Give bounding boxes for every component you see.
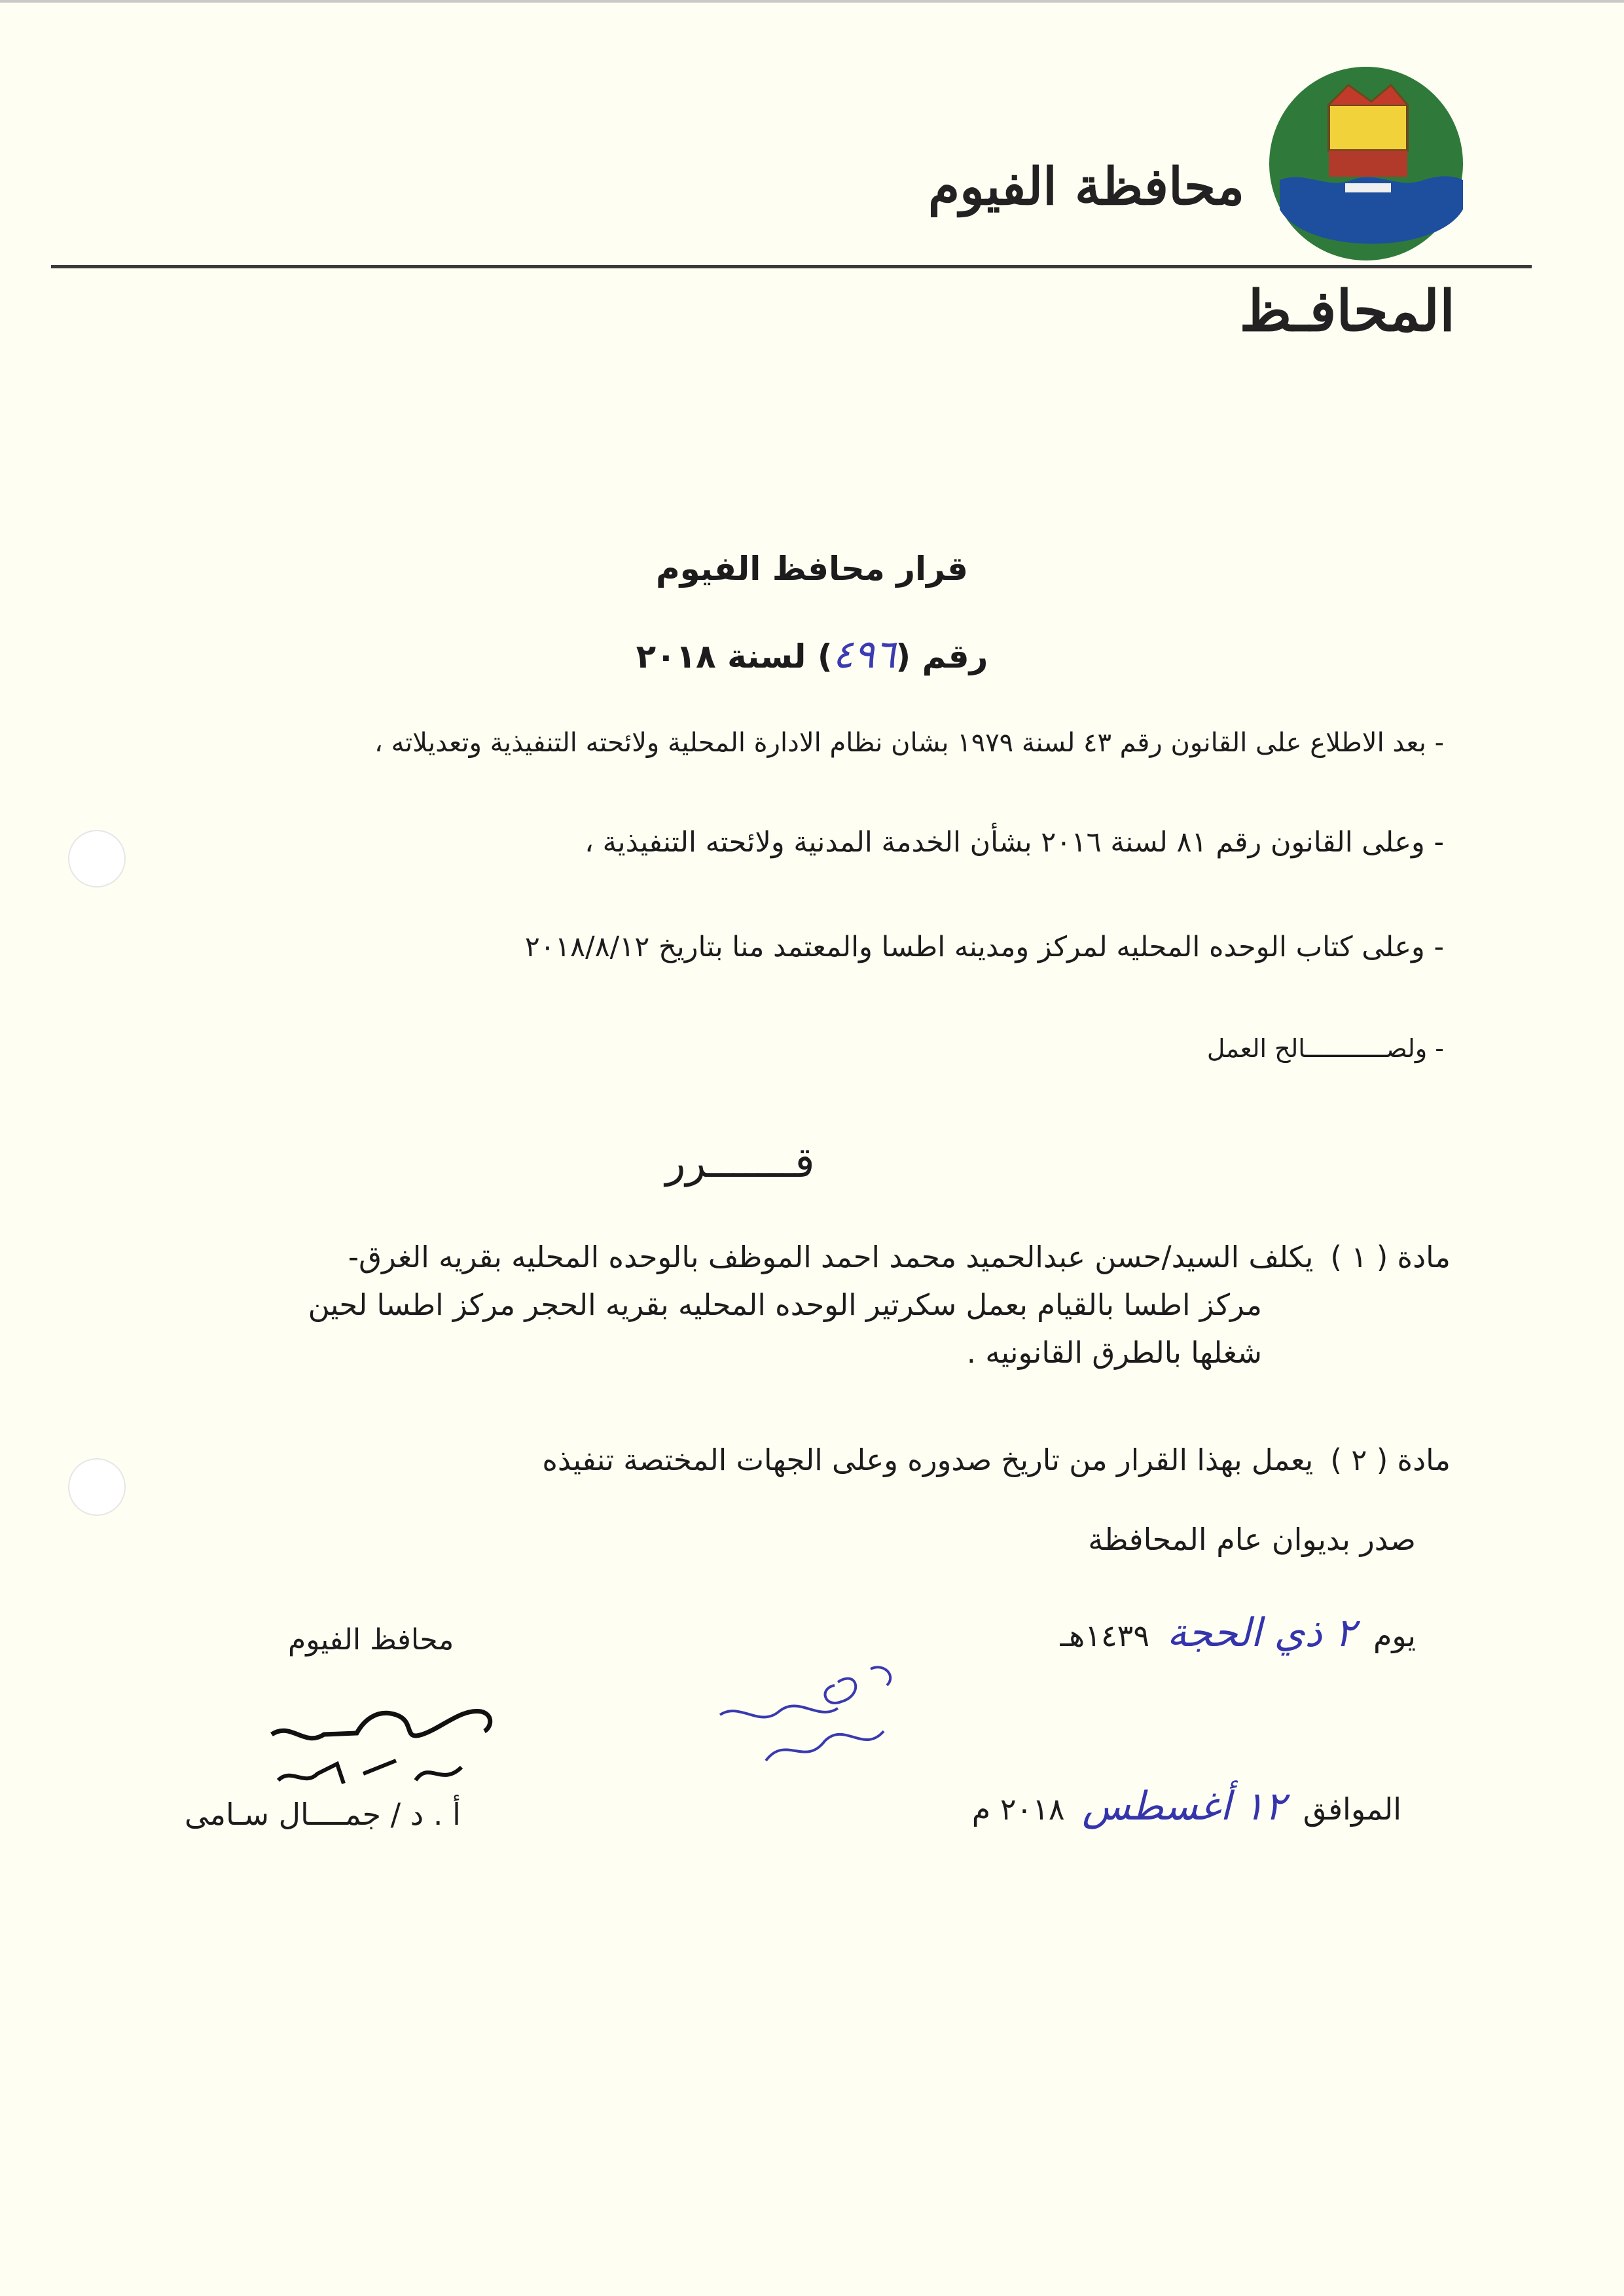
issued-at: صدر بديوان عام المحافظة <box>1088 1522 1416 1557</box>
decree-number-suffix: ) لسنة ٢٠١٨ <box>636 637 833 675</box>
gregorian-date <box>972 1784 1401 1829</box>
decree-number <box>0 632 1624 677</box>
greg-handwritten: ١٢ أغسطس <box>1082 1784 1286 1829</box>
preamble-line-4: - ولصـــــــــــالح العمل <box>1206 1034 1444 1063</box>
page-top-edge <box>0 0 1624 3</box>
preamble-line-2: - وعلى القانون رقم ٨١ لسنة ٢٠١٦ بشأن الخدمة المدنية ولائحته التنفيذية ، <box>585 826 1444 859</box>
governorate-title: محافظة الفيوم <box>928 157 1244 217</box>
greg-year: ٢٠١٨ م <box>971 1791 1065 1827</box>
governorate-logo <box>1267 65 1466 262</box>
article-1-label: مادة ( ١ ) <box>1330 1240 1451 1274</box>
punch-hole <box>68 830 126 888</box>
governor-title: محافظ الفيوم <box>288 1623 454 1657</box>
article-2-label: مادة ( ٢ ) <box>1330 1443 1451 1477</box>
greg-label: الموافق <box>1303 1791 1401 1827</box>
hijri-year: ١٤٣٩هـ <box>1060 1618 1150 1653</box>
preamble-line-3: - وعلى كتاب الوحده المحليه لمركز ومدينه اطسا والمعتمد منا بتاريخ ٢٠١٨/٨/١٢ <box>524 931 1444 963</box>
decree-number-handwritten: ٤٩٦ <box>832 632 896 677</box>
decree-number-prefix: رقم ( <box>895 637 988 675</box>
article-2 <box>542 1437 1451 1484</box>
article-1-line-2: مركز اطسا بالقيام بعمل سكرتير الوحده المحليه بقريه الحجر مركز اطسا لحين <box>308 1287 1262 1322</box>
header-divider <box>51 265 1532 268</box>
hijri-handwritten: ٢ ذي الحجة <box>1166 1610 1356 1656</box>
article-1-line-1: يكلف السيد/حسن عبدالحميد محمد احمد الموظف بالوحده المحليه بقريه الغرق- <box>348 1240 1314 1274</box>
office-title: المحافـظ <box>1239 278 1455 344</box>
hijri-date <box>1060 1610 1416 1656</box>
decree-title: قرار محافظ الفيوم <box>656 550 968 588</box>
punch-hole <box>68 1458 126 1516</box>
governor-name: أ . د / جمــــال سـامى <box>185 1797 461 1832</box>
article-1 <box>308 1234 1451 1377</box>
handwritten-annotation <box>707 1656 923 1793</box>
article-2-line-1: يعمل بهذا القرار من تاريخ صدوره وعلى الجهات المختصة تنفيذه <box>542 1443 1314 1477</box>
governor-signature <box>265 1682 514 1793</box>
article-1-line-3: شغلها بالطرق القانونيه . <box>966 1335 1262 1370</box>
hijri-day-label: يوم <box>1373 1618 1416 1653</box>
preamble-line-1: - بعد الاطلاع على القانون رقم ٤٣ لسنة ١٩٧٩ بشان نظام الادارة المحلية ولائحته التنفيذية وتعديلاته ، <box>374 728 1444 758</box>
decides-heading: قـــــــرر <box>665 1139 815 1187</box>
